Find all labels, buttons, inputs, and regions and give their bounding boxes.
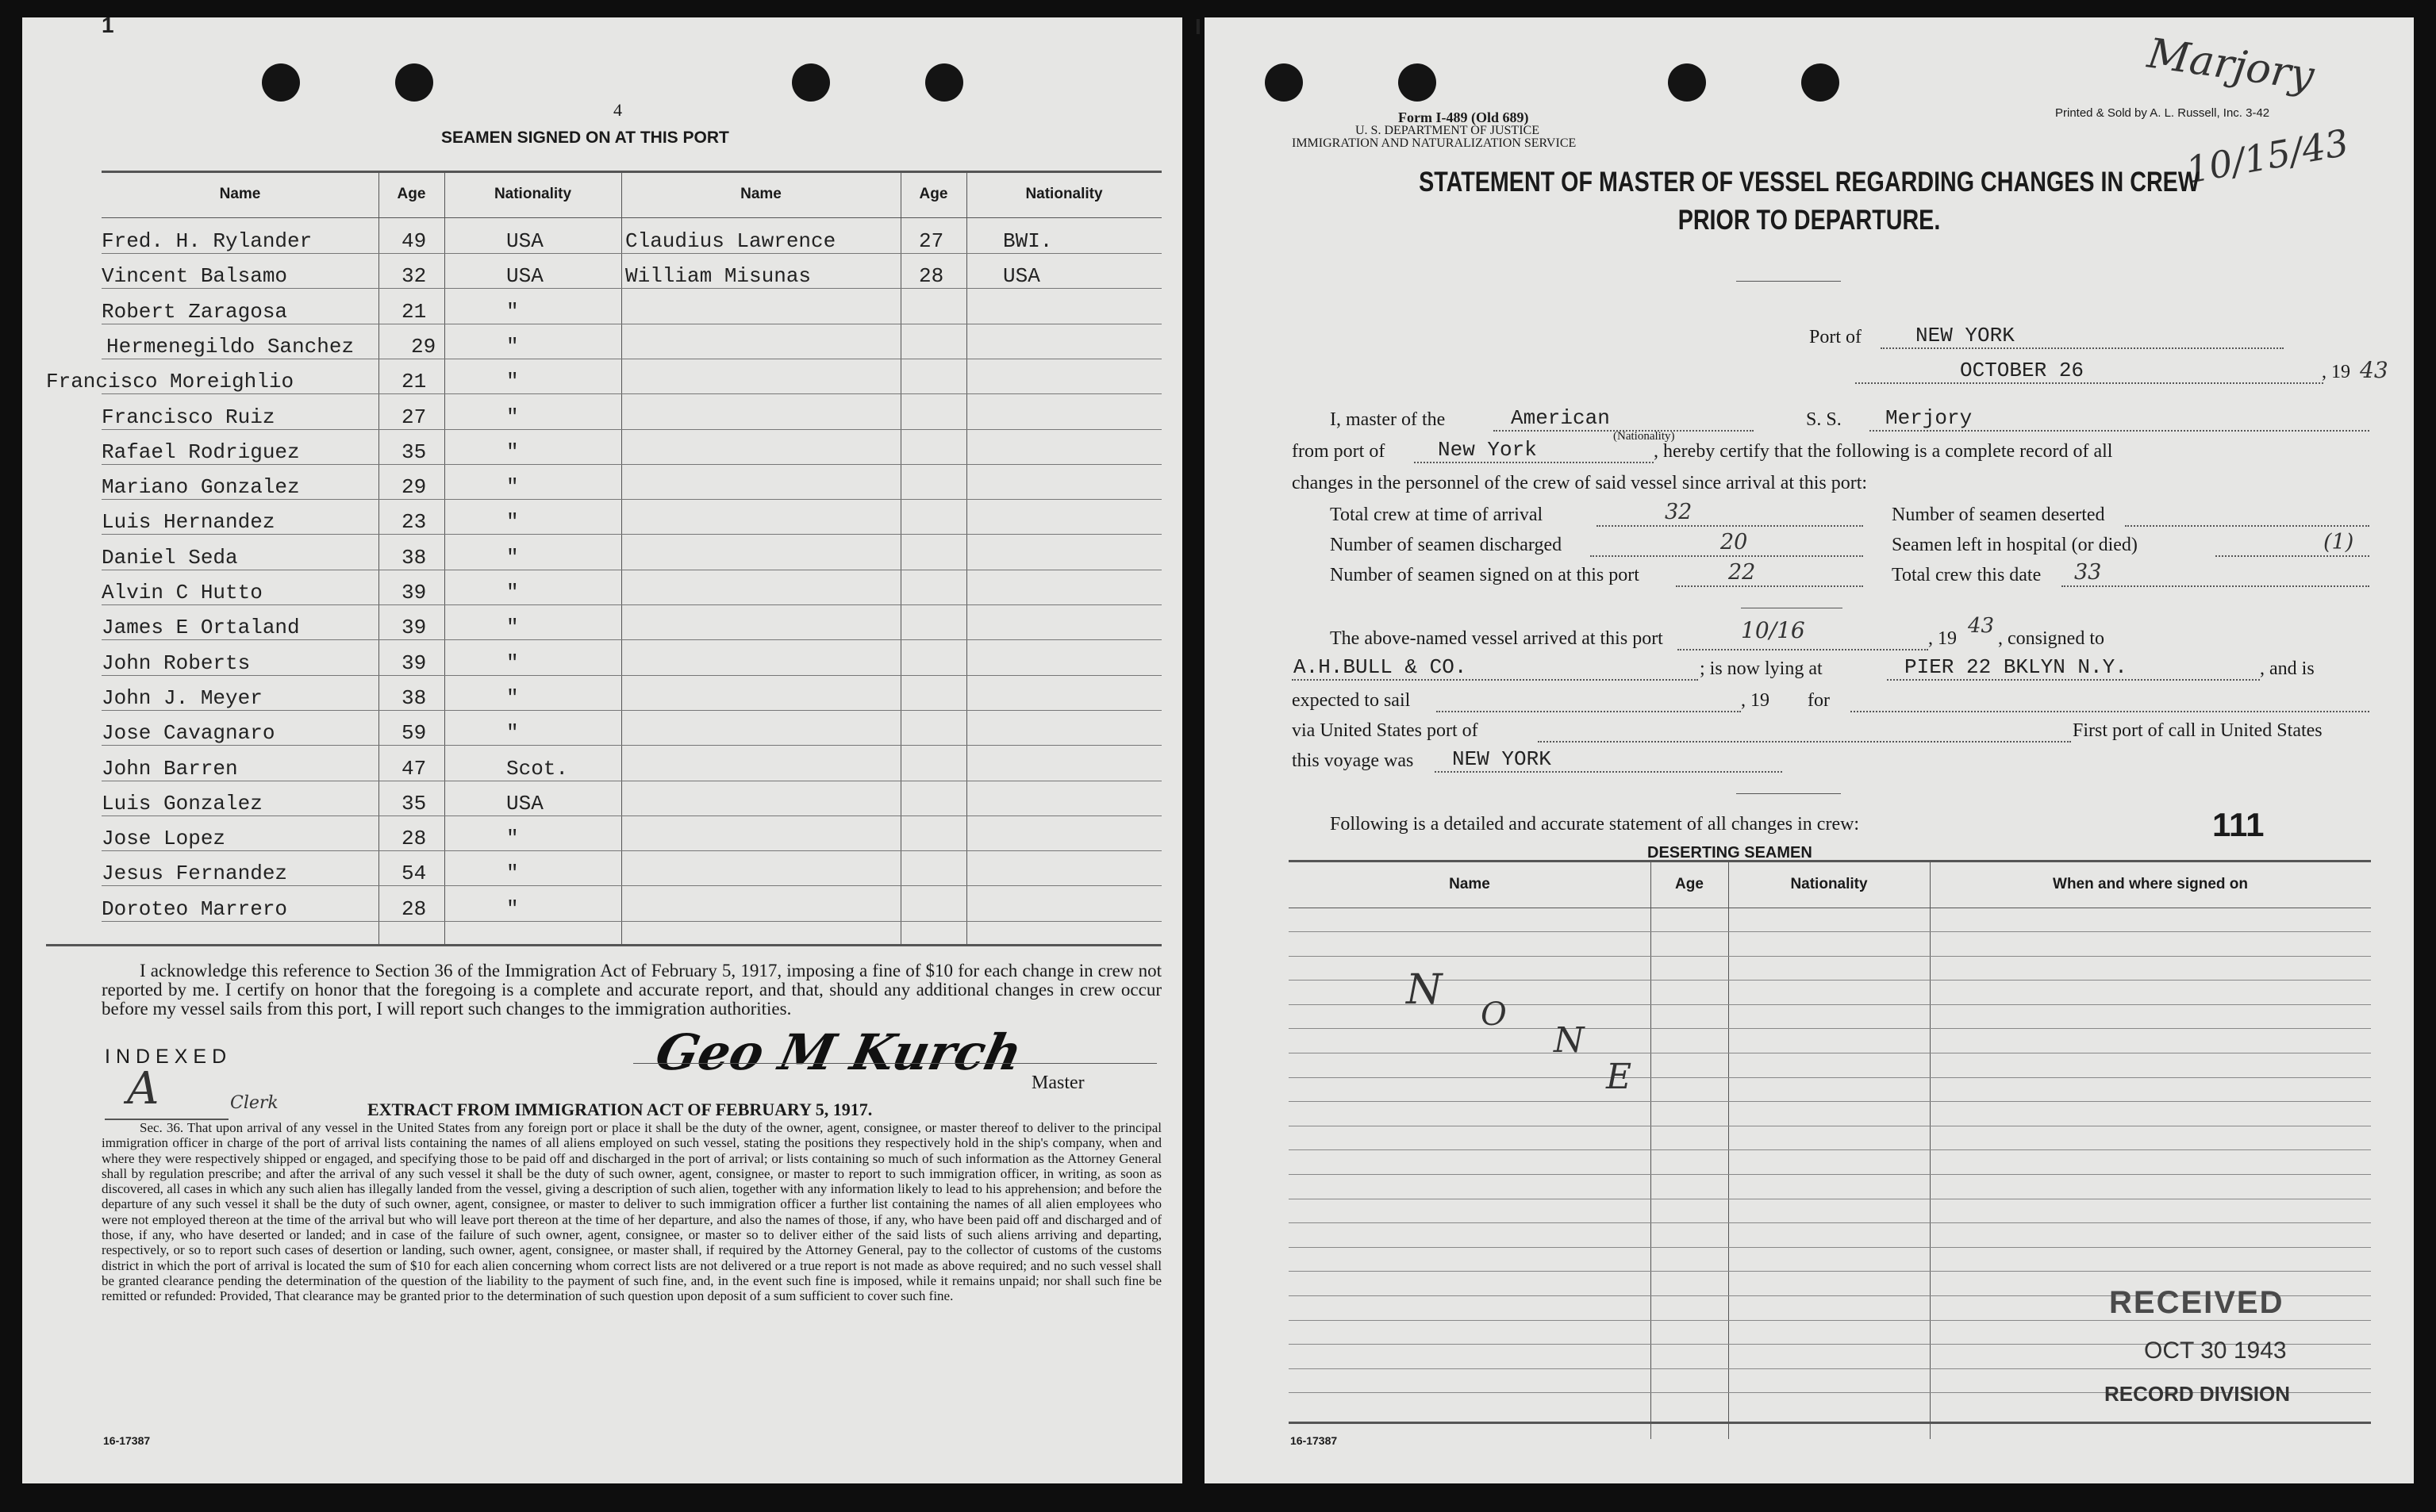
deserted-label: Number of seamen deserted (1892, 505, 2105, 525)
deserting-row-rule (1289, 1101, 2371, 1102)
indexed-stamp: INDEXED (105, 1046, 232, 1068)
nationality-caption: (Nationality) (1613, 430, 1675, 443)
none-letter-o: O (1481, 996, 1507, 1033)
consignee-value: A.H.BULL & CO. (1293, 655, 1467, 679)
right-page (1195, 14, 2414, 1483)
left-age-cell: 28 (402, 897, 427, 921)
deserting-header-name: Name (1449, 876, 1490, 892)
footer-code: 16-17387 (1290, 1434, 1338, 1447)
left-name-cell: James E Ortaland (102, 616, 300, 639)
clerk-initial: A (127, 1063, 159, 1115)
none-letter-n: N (1406, 966, 1443, 1014)
left-name-cell: Hermenegildo Sanchez (106, 335, 355, 359)
left-nationality-cell: " (506, 546, 519, 570)
first-port-label: First port of call in United States (2073, 720, 2323, 741)
arrived-value: 10/16 (1741, 617, 1805, 643)
right-name-cell: Claudius Lawrence (625, 229, 836, 253)
punch-hole (925, 63, 963, 102)
left-nationality-cell: " (506, 721, 519, 745)
expected-year: , 19 (1741, 690, 1769, 711)
received-date-stamp: OCT 30 1943 (2144, 1337, 2287, 1364)
deserting-row-rule (1289, 1271, 2371, 1272)
from-port-value: New York (1438, 438, 1537, 462)
lying-value: PIER 22 BKLYN N.Y. (1904, 655, 2127, 679)
punch-hole (792, 63, 830, 102)
hospital-label: Seamen left in hospital (or died) (1892, 535, 2138, 555)
left-name-cell: Doroteo Marrero (102, 897, 288, 921)
deserting-header-when: When and where signed on (2053, 876, 2248, 892)
left-title: SEAMEN SIGNED ON AT THIS PORT (441, 129, 729, 147)
deserting-table-bottom (1289, 1422, 2371, 1424)
left-age-cell: 28 (402, 827, 427, 850)
voyage-line (1435, 771, 1782, 773)
acknowledgement-text: I acknowledge this reference to Section 36 of the Immigration Act of February 5, 1917, imposing a fine of $10 for each change in crew not reported by me. I certify on honor that the foregoing is a complete and accurate report, and that, should any additional changes in crew occur before my vessel sails from this port, I will report such changes to the immigration authorities. (102, 961, 1162, 1019)
table-row-rule (102, 499, 1162, 500)
left-nationality-cell: " (506, 651, 519, 675)
master-of-label: I, master of the (1330, 409, 1446, 430)
received-stamp: RECEIVED (2109, 1285, 2284, 1320)
signed-on-value: 22 (1728, 560, 1756, 585)
following-text: Following is a detailed and accurate statement of all changes in crew: (1330, 814, 1860, 835)
table-row-rule (102, 604, 1162, 605)
from-port-label: from port of (1292, 441, 1385, 462)
header-nationality: Nationality (494, 186, 572, 202)
for-line (1850, 711, 2369, 712)
left-nationality-cell: " (506, 335, 519, 359)
total-date-line (2061, 585, 2369, 587)
deserting-title: DESERTING SEAMEN (1647, 844, 1812, 862)
none-letter-n2: N (1554, 1020, 1585, 1061)
record-division-stamp: RECORD DIVISION (2104, 1382, 2291, 1406)
none-letter-e: E (1606, 1057, 1632, 1097)
table-row-rule (102, 850, 1162, 851)
year-prefix: , 19 (2322, 362, 2350, 382)
total-date-value: 33 (2074, 560, 2102, 585)
left-name-cell: John Roberts (102, 651, 251, 675)
number-stamp: 111 (2212, 806, 2265, 843)
left-age-cell: 47 (402, 757, 427, 781)
left-nationality-cell: " (506, 475, 519, 499)
punch-hole (262, 63, 300, 102)
section-rule (1736, 793, 1841, 794)
left-nationality-cell: " (506, 370, 519, 393)
left-age-cell: 29 (411, 335, 436, 359)
punch-hole (1801, 63, 1839, 102)
deserting-row-rule (1289, 1174, 2371, 1175)
left-nationality-cell: " (506, 581, 519, 604)
arrived-line (1677, 649, 1928, 650)
left-nationality-cell: " (506, 897, 519, 921)
left-name-cell: Francisco Moreighlio (46, 370, 294, 393)
page-number: 4 (613, 100, 622, 120)
department: U. S. DEPARTMENT OF JUSTICE (1355, 124, 1539, 137)
master-label: Master (1032, 1073, 1085, 1093)
deserting-table-top (1289, 860, 2371, 862)
left-nationality-cell: " (506, 686, 519, 710)
port-value: NEW YORK (1915, 324, 2015, 347)
left-age-cell: 38 (402, 686, 427, 710)
column-divider (966, 171, 967, 944)
left-nationality-cell: " (506, 616, 519, 639)
left-age-cell: 49 (402, 229, 427, 253)
left-name-cell: Fred. H. Rylander (102, 229, 313, 253)
discharged-label: Number of seamen discharged (1330, 535, 1562, 555)
left-name-cell: Robert Zaragosa (102, 300, 288, 324)
right-age-cell: 28 (919, 264, 944, 288)
port-label: Port of (1809, 327, 1862, 347)
discharged-value: 20 (1720, 530, 1748, 555)
discharged-line (1590, 555, 1863, 557)
deserting-header-age: Age (1675, 876, 1704, 892)
left-age-cell: 21 (402, 370, 427, 393)
deserting-row-rule (1289, 931, 2371, 932)
printer-note: Printed & Sold by A. L. Russell, Inc. 3-42 (2055, 106, 2270, 120)
service: IMMIGRATION AND NATURALIZATION SERVICE (1292, 136, 1577, 150)
left-nationality-cell: " (506, 440, 519, 464)
header-age: Age (919, 186, 948, 202)
ship-line (1869, 430, 2369, 432)
arrived-year-prefix: , 19 (1928, 628, 1957, 649)
left-nationality-cell: " (506, 827, 519, 850)
signed-on-line (1676, 585, 1863, 587)
left-name-cell: Daniel Seda (102, 546, 238, 570)
punch-hole (395, 63, 433, 102)
deserting-row-rule (1289, 1077, 2371, 1078)
table-row-rule (102, 253, 1162, 254)
left-age-cell: 39 (402, 581, 427, 604)
voyage-value: NEW YORK (1452, 747, 1551, 771)
port-line (1881, 347, 2284, 349)
form-id: Form I-489 (Old 689) (1398, 109, 1529, 125)
left-name-cell: Jose Cavagnaro (102, 721, 275, 745)
deserted-line (2125, 525, 2369, 527)
arrived-year: 43 (1968, 614, 1995, 638)
deserting-row-rule (1289, 1247, 2371, 1248)
left-name-cell: Jesus Fernandez (102, 862, 288, 885)
via-label: via United States port of (1292, 720, 1478, 741)
left-nationality-cell: " (506, 510, 519, 534)
table-row-rule (102, 745, 1162, 746)
left-age-cell: 35 (402, 440, 427, 464)
hospital-value: (1) (2323, 530, 2354, 555)
table-row-rule (102, 921, 1162, 922)
left-age-cell: 21 (402, 300, 427, 324)
left-page (22, 13, 1182, 1483)
nationality-value: American (1511, 406, 1610, 430)
right-name-cell: William Misunas (625, 264, 812, 288)
table-row-rule (102, 393, 1162, 394)
for-label: for (1808, 690, 1830, 711)
left-name-cell: Vincent Balsamo (102, 264, 288, 288)
left-nationality-cell: " (506, 300, 519, 324)
consignee-line (1292, 679, 1698, 681)
left-nationality-cell: " (506, 862, 519, 885)
table-row-rule (102, 815, 1162, 816)
year-value: 43 (2360, 357, 2388, 383)
handwritten-date: 10/15/43 (2182, 121, 2352, 192)
handwritten-ship-name: Marjory (2144, 29, 2317, 101)
left-nationality-cell: USA (506, 264, 544, 288)
left-age-cell: 38 (402, 546, 427, 570)
left-age-cell: 29 (402, 475, 427, 499)
center-mark: I (1195, 14, 1201, 39)
column-divider (444, 171, 445, 944)
right-age-cell: 27 (919, 229, 944, 253)
consigned-label: , consigned to (1998, 628, 2104, 649)
table-row-rule (102, 534, 1162, 535)
left-name-cell: Rafael Rodriguez (102, 440, 300, 464)
signed-on-label: Number of seamen signed on at this port (1330, 565, 1639, 585)
left-name-cell: Alvin C Hutto (102, 581, 263, 604)
left-name-cell: Francisco Ruiz (102, 405, 275, 429)
total-arrival-line (1596, 525, 1863, 527)
header-age: Age (397, 186, 426, 202)
form-title-line1: STATEMENT OF MASTER OF VESSEL REGARDING CHANGES IN CREW (1419, 167, 2200, 198)
deserting-row-rule (1289, 1004, 2371, 1005)
ss-label: S. S. (1806, 409, 1842, 430)
left-name-cell: John J. Meyer (102, 686, 263, 710)
left-age-cell: 23 (402, 510, 427, 534)
header-nationality: Nationality (1025, 186, 1103, 202)
table-row-rule (102, 288, 1162, 289)
total-date-label: Total crew this date (1892, 565, 2042, 585)
left-age-cell: 27 (402, 405, 427, 429)
ship-value: Merjory (1885, 406, 1973, 430)
left-age-cell: 59 (402, 721, 427, 745)
punch-hole (1398, 63, 1436, 102)
signature-rule (633, 1063, 1157, 1064)
certify-text: , hereby certify that the following is a complete record of all (1654, 441, 2113, 462)
corner-mark: 1 (102, 13, 114, 37)
title-rule (1736, 281, 1841, 282)
arrived-label: The above-named vessel arrived at this port (1330, 628, 1663, 649)
table-row-rule (102, 639, 1162, 640)
expected-line (1436, 711, 1741, 712)
left-name-cell: Luis Gonzalez (102, 792, 263, 815)
header-name: Name (740, 186, 782, 202)
punch-hole (1265, 63, 1303, 102)
changes-text: changes in the personnel of the crew of said vessel since arrival at this port: (1292, 473, 1868, 493)
hospital-line (2215, 555, 2369, 557)
extract-title: EXTRACT FROM IMMIGRATION ACT OF FEBRUARY 5, 1917. (367, 1099, 873, 1119)
table-bottom-rule (46, 944, 1162, 946)
left-name-cell: John Barren (102, 757, 238, 781)
deserting-row-rule (1289, 1149, 2371, 1150)
table-row-rule (102, 464, 1162, 465)
deserting-row-rule (1289, 1222, 2371, 1223)
right-nationality-cell: USA (1003, 264, 1040, 288)
date-line (1855, 382, 2323, 384)
via-line (1538, 741, 2071, 743)
table-row-rule (102, 429, 1162, 430)
total-arrival-label: Total crew at time of arrival (1330, 505, 1543, 525)
left-age-cell: 39 (402, 651, 427, 675)
clerk-label: Clerk (230, 1093, 279, 1113)
punch-hole (1668, 63, 1706, 102)
left-nationality-cell: USA (506, 229, 544, 253)
table-row-rule (102, 675, 1162, 676)
deserting-row-rule (1289, 1028, 2371, 1029)
total-arrival-value: 32 (1665, 500, 1693, 524)
deserting-row-rule (1289, 1368, 2371, 1369)
left-name-cell: Jose Lopez (102, 827, 226, 850)
date-value: OCTOBER 26 (1960, 359, 2084, 382)
table-header-rule (102, 217, 1162, 218)
deserting-row-rule (1289, 956, 2371, 957)
left-name-cell: Luis Hernandez (102, 510, 275, 534)
table-row-rule (102, 710, 1162, 711)
table-row-rule (102, 885, 1162, 886)
and-is-text: , and is (2260, 658, 2315, 679)
left-nationality-cell: " (506, 405, 519, 429)
master-signature: Geo M Kurch (651, 1023, 1028, 1081)
left-nationality-cell: USA (506, 792, 544, 815)
deserting-header-nationality: Nationality (1790, 876, 1868, 892)
expected-label: expected to sail (1292, 690, 1411, 711)
left-age-cell: 32 (402, 264, 427, 288)
header-name: Name (219, 186, 261, 202)
left-nationality-cell: Scot. (506, 757, 569, 781)
lying-line (1887, 679, 2260, 681)
table-top-rule (102, 171, 1162, 173)
left-age-cell: 54 (402, 862, 427, 885)
column-divider (621, 171, 622, 944)
footer-code: 16-17387 (103, 1434, 151, 1447)
extract-text: Sec. 36. That upon arrival of any vessel in the United States from any foreign port or place it shall be the duty of the owner, agent, consignee, or master thereof to deliver to the principal immigration officer in charge of the port of arrival lists containing the names of all aliens employed on such vessel, stating the positions they respectively hold in the ship's company, when and where they were respectively shipped or engaged, and specifying those to be paid off and discharged in the port of arrival; or lists containing so much of such information as the Attorney General shall by regulation prescribe; and after the arrival of any such vessel it shall be the duty of such owner, agent, consignee, or master to report to such immigration officer, in writing, as soon as discovered, all cases in which any such alien has illegally landed from the vessel, giving a description of such alien, together with any information likely to lead to his apprehension; and before the departure of any such vessel it shall be the duty of such owner, agent, consignee, or master to deliver to such immigration officer a further list containing the names of all alien employees who were not employed thereon at the time of the arrival but who will leave port thereon at the time of her departure, and also the names of those, if any, who have been paid off and discharged and of those, if any, who have deserted or landed; and in case of the failure of such owner, agent, consignee, or master so to deliver either of the said lists of such aliens arriving and departing, respectively, or so to report such cases of desertion or landing, such owner, agent, consignee, or master shall, if required by the Attorney General, pay to the collector of customs of the customs district in which the port of arrival is located the sum of $10 for each alien concerning whom correct lists are not delivered or a true report is not made as above required; and no such vessel shall be granted clearance pending the determination of the question of the liability to the payment of such fine, and, in the event such fine is imposed, while it remains unpaid; nor shall such fine be remitted or refunded: Provided, That clearance may be granted prior to the determination of such question upon deposit of a sum sufficient to cover such fine. (102, 1120, 1162, 1304)
form-title-line2: PRIOR TO DEPARTURE. (1677, 205, 1941, 236)
left-age-cell: 35 (402, 792, 427, 815)
right-nationality-cell: BWI. (1003, 229, 1053, 253)
left-name-cell: Mariano Gonzalez (102, 475, 300, 499)
left-age-cell: 39 (402, 616, 427, 639)
voyage-label: this voyage was (1292, 750, 1414, 771)
column-divider (378, 171, 379, 944)
from-port-line (1414, 462, 1654, 463)
lying-label: ; is now lying at (1700, 658, 1823, 679)
